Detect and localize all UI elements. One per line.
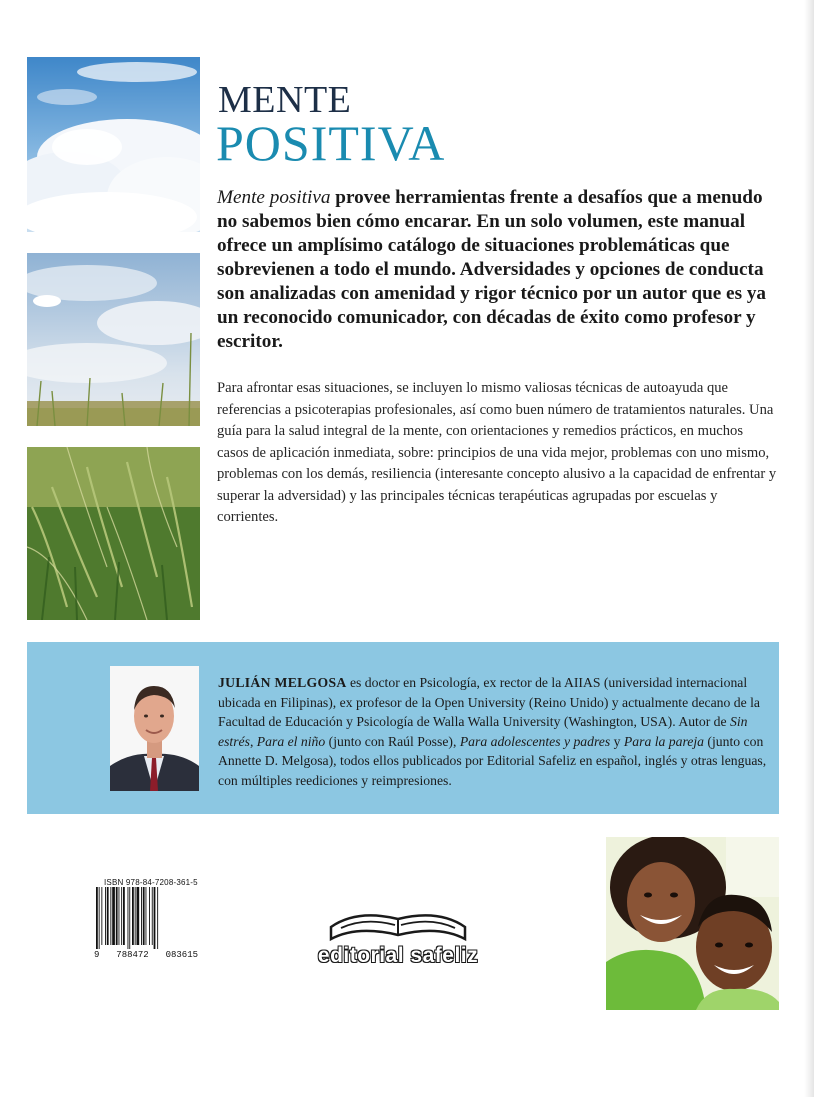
book-title-para-la-pareja: Para la pareja xyxy=(623,733,704,749)
barcode-bar xyxy=(112,887,115,945)
barcode-bar xyxy=(143,887,145,945)
author-bio-text-2: (junto con Raúl Posse), xyxy=(325,733,460,749)
author-name: JULIÁN MELGOSA xyxy=(218,675,347,690)
barcode-bar xyxy=(135,887,136,945)
title-line-positiva: POSITIVA xyxy=(216,115,446,171)
cover-edge xyxy=(804,0,814,1097)
barcode-digit-prefix: 9 xyxy=(94,950,100,960)
barcode-bar xyxy=(101,887,102,945)
lead-text: provee herramientas frente a desafíos que a menudo no sabemos bien cómo encarar. En un solo volumen, este manual ofrece un amplísimo catálogo de situaciones problemáticas que sobrevienen a todo el mundo. Adversidades y opciones de conducta son analizadas con amenidad y rigor técnico por un autor que es ya un reconocido comunicador, con décadas de éxito como profesor y escritor. xyxy=(217,187,767,352)
barcode-bar xyxy=(146,887,147,945)
barcode-bar xyxy=(129,887,130,949)
author-biography xyxy=(218,673,778,790)
lead-paragraph xyxy=(217,186,777,354)
barcode-bar xyxy=(149,887,150,945)
barcode-bar xyxy=(121,887,122,945)
barcode-bar xyxy=(116,887,118,945)
body-paragraph: Para afrontar esas situaciones, se incluyen lo mismo valiosas técnicas de autoayuda que referencias a psicoterapias profesionales, así como buen número de tratamientos naturales. Una guía para la salud integral de la mente, con orientaciones y remedios prácticos, en muchos casos de aplicación inmediata, sobre: principios de una vida mejor, problemas con uno mismo, problemas con los demás, resiliencia (interesante concepto alusivo a la capacidad de enfrentar y superar la adversidad) y las principales técnicas terapéuticas agrupadas por escuelas y corrientes. xyxy=(217,380,777,525)
publisher-name: editorial safeliz xyxy=(317,944,479,967)
sky-clouds-photo xyxy=(27,57,200,232)
barcode-bar xyxy=(128,887,129,949)
barcode-bar xyxy=(154,887,156,949)
barcode-bar xyxy=(96,887,98,949)
barcode-bar xyxy=(119,887,120,945)
author-bio-text-3: (junto con Annette D. Melgosa), todos ellos publicados por Editorial Safeliz en español, inglés y otras lenguas, con múltiples reediciones y reimpresiones. xyxy=(218,733,767,788)
barcode-bar xyxy=(99,887,100,949)
lead-book-title: Mente positiva xyxy=(217,187,331,208)
author-bio-separator-1: , xyxy=(249,733,257,749)
barcode-bar xyxy=(132,887,134,945)
field-landscape-photo xyxy=(27,253,200,426)
book-title-para-adolescentes: Para adolescentes y padres xyxy=(459,733,611,749)
barcode-bar xyxy=(123,887,125,945)
barcode-bar xyxy=(152,887,153,945)
book-title-para-el-nino: Para el niño xyxy=(256,733,326,749)
barcode-bar xyxy=(137,887,140,945)
book-title-sin-estres: Sin estrés xyxy=(218,714,748,749)
mother-child-photo xyxy=(606,837,779,1010)
author-portrait-photo xyxy=(110,666,199,791)
barcode-digit-group-1: 788472 xyxy=(116,950,149,960)
author-bio-text-1: es doctor en Psicología, ex rector de la AIIAS (universidad internacional ubicada en Filipinas), ex profesor de la Open University (Reino Unido) y actualmente decano de la Facultad de Educación y Psicología de Walla Walla University (Washington, USA). Autor de xyxy=(218,675,760,729)
barcode-bar xyxy=(157,887,158,949)
barcode-bar xyxy=(105,887,106,945)
barcode-digit-group-2: 083615 xyxy=(165,950,198,960)
isbn-barcode xyxy=(95,887,195,949)
wheat-field-photo xyxy=(27,447,200,620)
barcode-bar xyxy=(141,887,142,945)
barcode-digits xyxy=(94,950,198,960)
barcode-bar xyxy=(107,887,109,945)
title-line-mente: MENTE xyxy=(218,79,352,121)
barcode-bar xyxy=(110,887,111,945)
isbn-label: ISBN 978-84-7208-361-5 xyxy=(104,878,198,887)
author-bio-separator-2: y xyxy=(610,733,624,749)
